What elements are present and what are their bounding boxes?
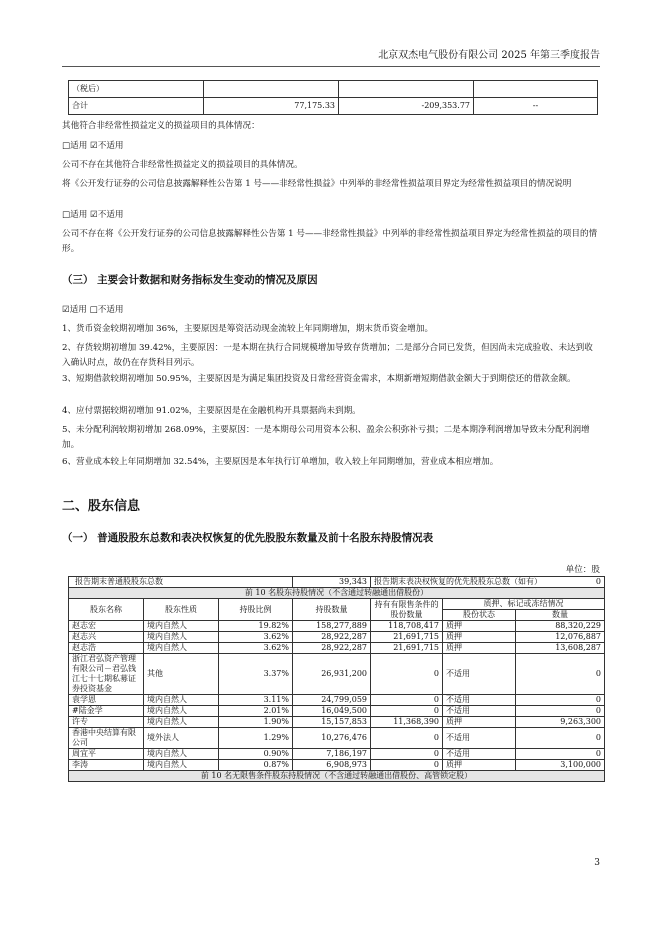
list-item: 6、营业成本较上年同期增加 32.54%，主要原因是本年执行订单增加，收入较上年同期增加，营业成本相应增加。	[62, 457, 499, 467]
table-row: 香港中央结算有限公司 境外法人 1.29% 10,276,476 0 不适用 0	[69, 728, 605, 749]
table-row: 报告期末普通股股东总数 39,343 报告期末表决权恢复的优先股股东总数（如有） 0	[69, 577, 605, 588]
list-item: 4、应付票据较期初增加 91.02%，主要原因是在金融机构开具票据尚未到期。	[62, 406, 361, 416]
table-header-row: 股份状态 数量	[69, 610, 605, 621]
table-row: 合计 77,175.33 -209,353.77 --	[69, 98, 598, 115]
table-row: 赵志浩 境内自然人 3.62% 28,922,287 21,691,715 质押 13,608,287	[69, 643, 605, 654]
table-row: #陆金学 境内自然人 2.01% 16,049,500 0 不适用 0	[69, 706, 605, 717]
shareholder-table	[68, 576, 605, 782]
paragraph: 将《公开发行证券的公司信息披露解释性公告第 1 号——非经常性损益》中列举的非经常性损益项目界定为经常性损益项目的情况说明	[62, 179, 572, 189]
unit-label: 单位：股	[565, 565, 600, 575]
table-row: 浙江君弘资产管理有限公司－君弘钱江七十七期私募证券投资基金 其他 3.37% 26,931,200 0 不适用 0	[69, 654, 605, 695]
header-divider	[62, 66, 600, 67]
subsection-title: （一） 普通股股东总数和表决权恢复的优先股股东数量及前十名股东持股情况表	[62, 532, 434, 544]
table-row: 周宜平 境内自然人 0.90% 7,186,197 0 不适用 0	[69, 749, 605, 760]
checkbox-line: ☑适用 □不适用	[62, 305, 124, 315]
table-caption-row: 前 10 名股东持股情况（不含通过转融通出借股份）	[69, 588, 605, 599]
page-number: 3	[594, 858, 600, 868]
list-item: 3、短期借款较期初增加 50.95%，主要原因是为满足集团投资及日常经营资金需求，本期新增短期借款金额大于到期偿还的借款金额。	[62, 374, 576, 384]
table-caption-row: 前 10 名无限售条件股东持股情况（不含通过转融通出借股份、高管锁定股）	[69, 771, 605, 782]
table-row: 李涛 境内自然人 0.87% 6,908,973 0 质押 3,100,000	[69, 760, 605, 771]
paragraph: 公司不存在其他符合非经常性损益定义的损益项目的具体情况。	[62, 160, 303, 170]
table-row: 许专 境内自然人 1.90% 15,157,853 11,368,390 质押 9,263,300	[69, 717, 605, 728]
section-heading: 二、股东信息	[62, 499, 141, 514]
list-item: 2、存货较期初增加 39.42%，主要原因：一是本期在执行合同规模增加导致存货增加；二是部分合同已发货，但因尚未完成验收、未达到收入确认时点，故仍在存货科目列示。	[62, 343, 593, 368]
checkbox-line: □适用 ☑不适用	[62, 210, 124, 220]
checkbox-line: □适用 ☑不适用	[62, 141, 124, 151]
table-row: （税后）	[69, 81, 598, 98]
section-title: （三） 主要会计数据和财务指标发生变动的情况及原因	[62, 274, 318, 286]
page-header-title: 北京双杰电气股份有限公司 2025 年第三季度报告	[378, 50, 600, 61]
paragraph: 其他符合非经常性损益定义的损益项目的具体情况：	[62, 121, 260, 131]
non-recurring-summary-table	[68, 80, 598, 115]
table-row: 赵志兴 境内自然人 3.62% 28,922,287 21,691,715 质押 12,076,887	[69, 632, 605, 643]
table-row: 袁学恩 境内自然人 3.11% 24,799,059 0 不适用 0	[69, 695, 605, 706]
list-item: 1、货币资金较期初增加 36%，主要原因是筹资活动现金流较上年同期增加，期末货币资金增加。	[62, 324, 434, 334]
table-row: 赵志宏 境内自然人 19.82% 158,277,889 118,708,417 质押 88,320,229	[69, 621, 605, 632]
table-header-row: 股东名称 股东性质 持股比例 持股数量 持有有限售条件的股份数量 质押、标记或冻结情况	[69, 599, 605, 610]
paragraph: 公司不存在将《公开发行证券的公司信息披露解释性公告第 1 号——非经常性损益》中列举的非经常性损益项目界定为经常性损益的项目的情形。	[62, 229, 598, 254]
list-item: 5、未分配利润较期初增加 268.09%，主要原因：一是本期母公司用资本公积、盈余公积弥补亏损；二是本期净利润增加导致未分配利润增加。	[62, 425, 590, 450]
